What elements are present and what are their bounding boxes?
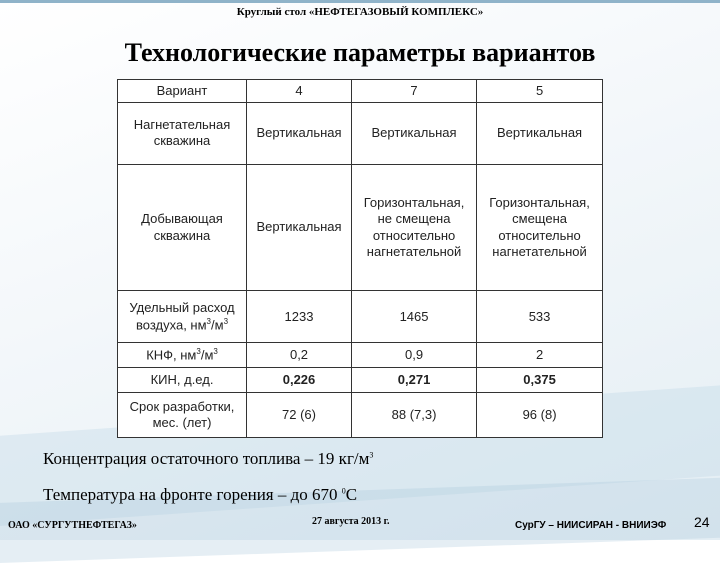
column-header: 4 [247,80,352,103]
table-cell: 1233 [247,291,352,343]
note-fuel-concentration: Концентрация остаточного топлива – 19 $кг/м^3$ [43,449,374,468]
table-cell: 88 (7,3) [351,392,476,437]
table-cell: 533 [477,291,603,343]
row-label: КНФ, $нм^3/м^3$ [118,343,247,368]
column-header: 7 [351,80,476,103]
row-label: Добывающая скважина [118,164,247,291]
table-cell: 96 (8) [477,392,603,437]
top-border-line [0,0,720,3]
table-cell: Вертикальная [247,164,352,291]
footer-organizations: СурГУ – НИИСИРАН - ВНИИЭФ [515,520,667,531]
row-label: Нагнетательная скважина [118,102,247,164]
table-cell: 0,9 [351,343,476,368]
table-cell: 0,271 [351,367,476,392]
row-label: КИН, д.ед. [118,367,247,392]
table-cell: Вертикальная [247,102,352,164]
row-label: Удельный расход воздуха, $нм^3/м^3$ [118,291,247,343]
column-header: Вариант [118,80,247,103]
table-cell: 0,226 [247,367,352,392]
row-label: Срок разработки, мес. (лет) [118,392,247,437]
table-cell: 2 [477,343,603,368]
table-cell: Вертикальная [477,102,603,164]
table-cell: 0,2 [247,343,352,368]
footer-company: ОАО «СУРГУТНЕФТЕГАЗ» [8,520,137,531]
slide-title: Технологические параметры вариантов [124,38,596,67]
column-header: 5 [477,80,603,103]
note-burn-temperature: Температура на фронте горения – до 670 $^0$С [43,485,358,504]
table-cell: Горизонтальная, не смещена относительно нагнетательной [351,164,476,291]
page-number: 24 [694,514,710,530]
table-cell: 1465 [351,291,476,343]
slide-header: Круглый стол «НЕФТЕГАЗОВЫЙ КОМПЛЕКС» [236,6,484,18]
table-cell: 0,375 [477,367,603,392]
table-cell: Горизонтальная, смещена относительно нагнетательной [477,164,603,291]
table-cell: Вертикальная [351,102,476,164]
table-cell: 72 (6) [247,392,352,437]
footer-date: 27 августа 2013 г. [312,516,390,527]
parameters-table [117,79,603,438]
